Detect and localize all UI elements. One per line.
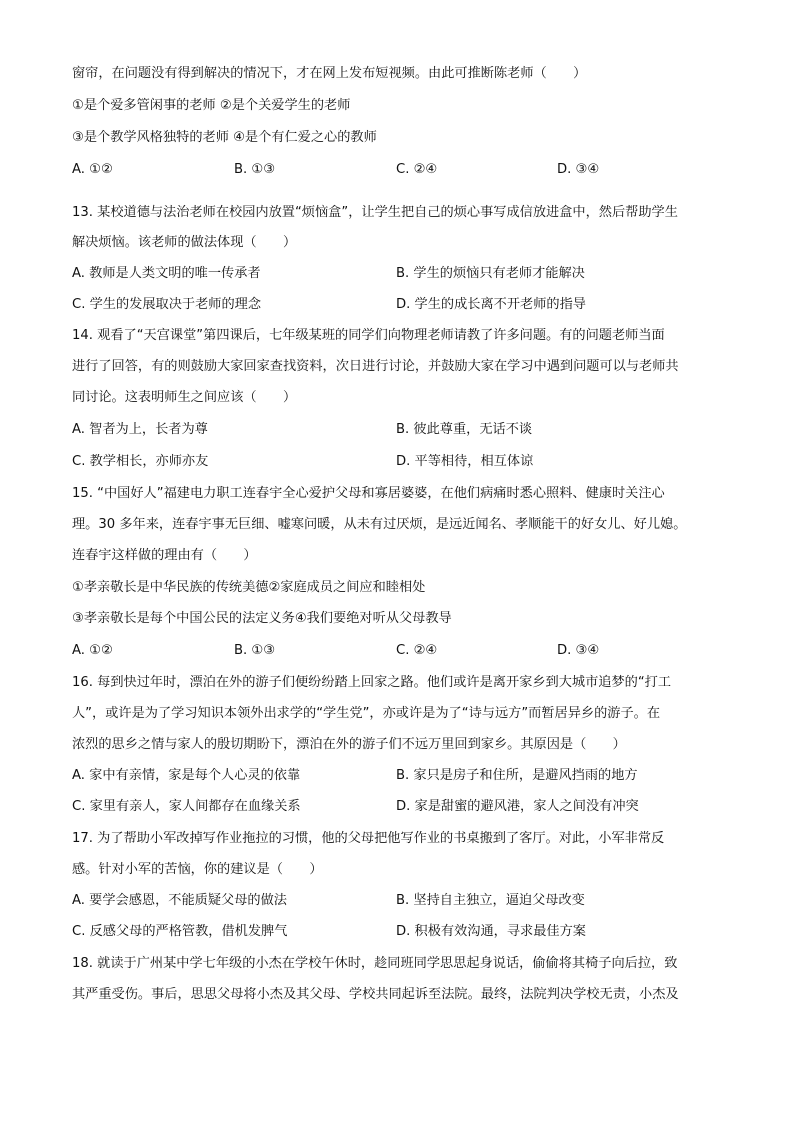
q15-line-1: 15. “中国好人”福建电力职工连春宇全心爱护父母和寡居婆婆，在他们病痛时悉心照料、健康时关注心: [72, 486, 665, 501]
q16-line-1: 16. 每到快过年时，漂泊在外的游子们便纷纷踏上回家之路。他们或许是离开家乡到大城市追梦的“打工: [72, 675, 672, 690]
q15-statement-1: ①孝亲敬长是中华民族的传统美德②家庭成员之间应和睦相处: [72, 580, 426, 595]
q14-option-d: D. 平等相待，相互体谅: [396, 454, 534, 469]
q13-line-1: 13. 某校道德与法治老师在校园内放置“烦恼盒”，让学生把自己的烦心事写成信放进盒中，然后帮助学生: [72, 205, 678, 220]
q12-statement-2: ③是个教学风格独特的老师 ④是个有仁爱之心的教师: [72, 130, 377, 145]
q16-line-3: 浓烈的思乡之情与家人的殷切期盼下，漂泊在外的游子们不远万里回到家乡。其原因是（ ）: [72, 737, 626, 752]
q12-line-1: 窗帘，在问题没有得到解决的情况下，才在网上发布短视频。由此可推断陈老师（ ）: [72, 66, 587, 81]
q17-option-b: B. 坚持自主独立，逼迫父母改变: [396, 893, 585, 908]
q18-line-2: 其严重受伤。事后，思思父母将小杰及其父母、学校共同起诉至法院。最终，法院判决学校无责，小杰及: [72, 987, 679, 1002]
q14-line-2: 进行了回答，有的则鼓励大家回家查找资料，次日进行讨论，并鼓励大家在学习中遇到问题可以与老师共: [72, 359, 679, 374]
q16-option-c: C. 家里有亲人，家人间都存在血缘关系: [72, 799, 301, 814]
q13-option-c: C. 学生的发展取决于老师的理念: [72, 297, 262, 312]
q16-option-a: A. 家中有亲情，家是每个人心灵的依靠: [72, 768, 301, 783]
q12-option-d: D. ③④: [557, 162, 600, 177]
q12-option-c: C. ②④: [396, 162, 438, 177]
q14-line-3: 同讨论。这表明师生之间应该（ ）: [72, 390, 297, 405]
q14-line-1: 14. 观看了“天宫课堂”第四课后，七年级某班的同学们向物理老师请教了许多问题。有的问题老师当面: [72, 328, 665, 343]
q13-option-a: A. 教师是人类文明的唯一传承者: [72, 266, 261, 281]
q12-option-a: A. ①②: [72, 162, 113, 177]
q17-option-a: A. 要学会感恩，不能质疑父母的做法: [72, 893, 287, 908]
q15-option-d: D. ③④: [557, 643, 600, 658]
q14-option-a: A. 智者为上，长者为尊: [72, 422, 208, 437]
q17-line-1: 17. 为了帮助小军改掉写作业拖拉的习惯，他的父母把他写作业的书桌搬到了客厅。对此，小军非常反: [72, 831, 665, 846]
q16-option-b: B. 家只是房子和住所，是避风挡雨的地方: [396, 768, 638, 783]
q15-statement-2: ③孝亲敬长是每个中国公民的法定义务④我们要绝对听从父母教导: [72, 611, 452, 626]
q18-line-1: 18. 就读于广州某中学七年级的小杰在学校午休时，趁同班同学思思起身说话，偷偷将其椅子向后拉，致: [72, 956, 678, 971]
q12-option-b: B. ①③: [234, 162, 276, 177]
q15-option-a: A. ①②: [72, 643, 113, 658]
q13-option-b: B. 学生的烦恼只有老师才能解决: [396, 266, 585, 281]
q15-option-b: B. ①③: [234, 643, 276, 658]
q16-line-2: 人”，或许是为了学习知识本领外出求学的“学生党”，亦或许是为了“诗与远方”而暂居异乡的游子。在: [72, 706, 661, 721]
q12-statement-1: ①是个爱多管闲事的老师 ②是个关爱学生的老师: [72, 98, 351, 113]
q16-option-d: D. 家是甜蜜的避风港，家人之间没有冲突: [396, 799, 639, 814]
q17-option-c: C. 反感父母的严格管教，借机发脾气: [72, 924, 288, 939]
q17-option-d: D. 积极有效沟通，寻求最佳方案: [396, 924, 586, 939]
q14-option-b: B. 彼此尊重，无话不谈: [396, 422, 533, 437]
q15-option-c: C. ②④: [396, 643, 438, 658]
q13-option-d: D. 学生的成长离不开老师的指导: [396, 297, 586, 312]
q15-line-3: 连春宇这样做的理由有（ ）: [72, 548, 257, 563]
q14-option-c: C. 教学相长，亦师亦友: [72, 454, 209, 469]
q13-line-2: 解决烦恼。该老师的做法体现（ ）: [72, 235, 297, 250]
q15-line-2: 理。30 多年来，连春宇事无巨细、嘘寒问暖，从未有过厌烦，是远近闻名、孝顺能干的好女儿、好儿媳。: [72, 517, 687, 532]
q17-line-2: 感。针对小军的苦恼，你的建议是（ ）: [72, 862, 323, 877]
